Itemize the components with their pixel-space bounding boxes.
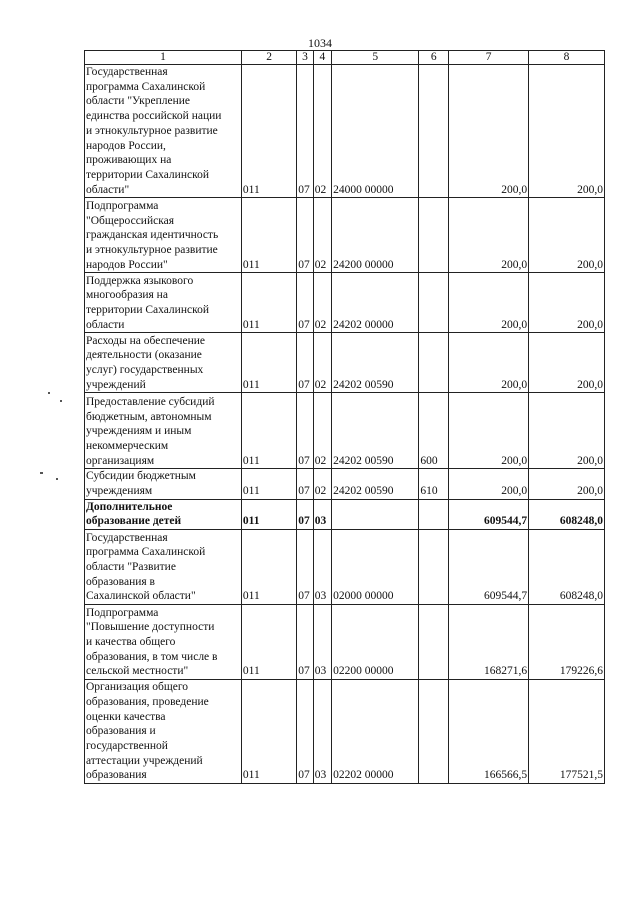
table-row (85, 680, 605, 784)
row-name: Подпрограмма "Повышение доступности и качества общего образования, в том числе в сельской местности" (85, 605, 242, 680)
expense-type-cell (419, 530, 449, 605)
ved-cell: 011 (241, 499, 296, 529)
amount-cell: 200,0 (529, 198, 605, 273)
amount-cell: 200,0 (449, 65, 529, 198)
ved-cell: 011 (241, 65, 296, 198)
amount-cell: 608248,0 (529, 499, 605, 529)
subsection-cell: 02 (313, 333, 331, 393)
amount-cell: 166566,5 (449, 680, 529, 784)
ved-cell: 011 (241, 273, 296, 333)
scan-speck (48, 392, 50, 394)
amount-cell: 200,0 (449, 469, 529, 499)
amount-cell: 200,0 (529, 65, 605, 198)
table-row (85, 530, 605, 605)
ved-cell: 011 (241, 469, 296, 499)
section-cell: 07 (297, 393, 313, 469)
row-name: Поддержка языкового многообразия на территории Сахалинской области (85, 273, 242, 333)
subsection-cell: 03 (313, 530, 331, 605)
section-cell: 07 (297, 530, 313, 605)
amount-cell: 168271,6 (449, 605, 529, 680)
target-article-cell (332, 499, 419, 529)
column-header: 8 (529, 51, 605, 65)
amount-cell: 200,0 (449, 333, 529, 393)
section-cell: 07 (297, 65, 313, 198)
target-article-cell: 24200 00000 (332, 198, 419, 273)
ved-cell: 011 (241, 393, 296, 469)
table-row (85, 499, 605, 529)
column-header: 5 (332, 51, 419, 65)
section-cell: 07 (297, 273, 313, 333)
scan-speck (40, 472, 43, 474)
column-header: 6 (419, 51, 449, 65)
subsection-cell: 02 (313, 469, 331, 499)
budget-table (84, 50, 605, 784)
ved-cell: 011 (241, 333, 296, 393)
amount-cell: 200,0 (449, 273, 529, 333)
table-row (85, 393, 605, 469)
row-name: Расходы на обеспечение деятельности (оказание услуг) государственных учреждений (85, 333, 242, 393)
table-row (85, 273, 605, 333)
section-cell: 07 (297, 198, 313, 273)
amount-cell: 608248,0 (529, 530, 605, 605)
amount-cell: 177521,5 (529, 680, 605, 784)
subsection-cell: 03 (313, 680, 331, 784)
table-row (85, 65, 605, 198)
section-cell: 07 (297, 499, 313, 529)
section-cell: 07 (297, 469, 313, 499)
target-article-cell: 02000 00000 (332, 530, 419, 605)
scan-speck (60, 400, 62, 402)
table-row (85, 198, 605, 273)
subsection-cell: 02 (313, 273, 331, 333)
header-row (85, 51, 605, 65)
column-header: 4 (313, 51, 331, 65)
amount-cell: 609544,7 (449, 499, 529, 529)
row-name: Государственная программа Сахалинской области "Развитие образования в Сахалинской области" (85, 530, 242, 605)
table-row (85, 469, 605, 499)
subsection-cell: 02 (313, 198, 331, 273)
amount-cell: 609544,7 (449, 530, 529, 605)
amount-cell: 200,0 (529, 393, 605, 469)
section-cell: 07 (297, 333, 313, 393)
expense-type-cell (419, 680, 449, 784)
amount-cell: 200,0 (529, 469, 605, 499)
row-name: Дополнительное образование детей (85, 499, 242, 529)
amount-cell: 200,0 (449, 393, 529, 469)
expense-type-cell (419, 198, 449, 273)
target-article-cell: 24202 00590 (332, 469, 419, 499)
column-header: 1 (85, 51, 242, 65)
row-name: Предоставление субсидий бюджетным, автономным учреждениям и иным некоммерческим организациям (85, 393, 242, 469)
page-number: 1034 (308, 36, 332, 50)
expense-type-cell (419, 333, 449, 393)
column-header: 7 (449, 51, 529, 65)
row-name: Субсидии бюджетным учреждениям (85, 469, 242, 499)
row-name: Государственная программа Сахалинской области "Укрепление единства российской нации и этнокультурное развитие народов России, проживающих на территории Сахалинской области" (85, 65, 242, 198)
amount-cell: 200,0 (529, 333, 605, 393)
ved-cell: 011 (241, 530, 296, 605)
target-article-cell: 24202 00590 (332, 333, 419, 393)
expense-type-cell: 610 (419, 469, 449, 499)
section-cell: 07 (297, 605, 313, 680)
expense-type-cell (419, 499, 449, 529)
ved-cell: 011 (241, 198, 296, 273)
expense-type-cell (419, 65, 449, 198)
expense-type-cell (419, 605, 449, 680)
subsection-cell: 02 (313, 393, 331, 469)
scan-speck (56, 478, 58, 480)
section-cell: 07 (297, 680, 313, 784)
subsection-cell: 03 (313, 605, 331, 680)
column-header: 2 (241, 51, 296, 65)
ved-cell: 011 (241, 605, 296, 680)
target-article-cell: 24202 00590 (332, 393, 419, 469)
expense-type-cell: 600 (419, 393, 449, 469)
row-name: Организация общего образования, проведение оценки качества образования и государственной аттестации учреждений образования (85, 680, 242, 784)
target-article-cell: 24202 00000 (332, 273, 419, 333)
amount-cell: 179226,6 (529, 605, 605, 680)
column-header: 3 (297, 51, 313, 65)
target-article-cell: 24000 00000 (332, 65, 419, 198)
target-article-cell: 02202 00000 (332, 680, 419, 784)
expense-type-cell (419, 273, 449, 333)
subsection-cell: 02 (313, 65, 331, 198)
subsection-cell: 03 (313, 499, 331, 529)
ved-cell: 011 (241, 680, 296, 784)
table-row (85, 605, 605, 680)
row-name: Подпрограмма "Общероссийская гражданская идентичность и этнокультурное развитие народов России" (85, 198, 242, 273)
table-row (85, 333, 605, 393)
target-article-cell: 02200 00000 (332, 605, 419, 680)
amount-cell: 200,0 (529, 273, 605, 333)
amount-cell: 200,0 (449, 198, 529, 273)
